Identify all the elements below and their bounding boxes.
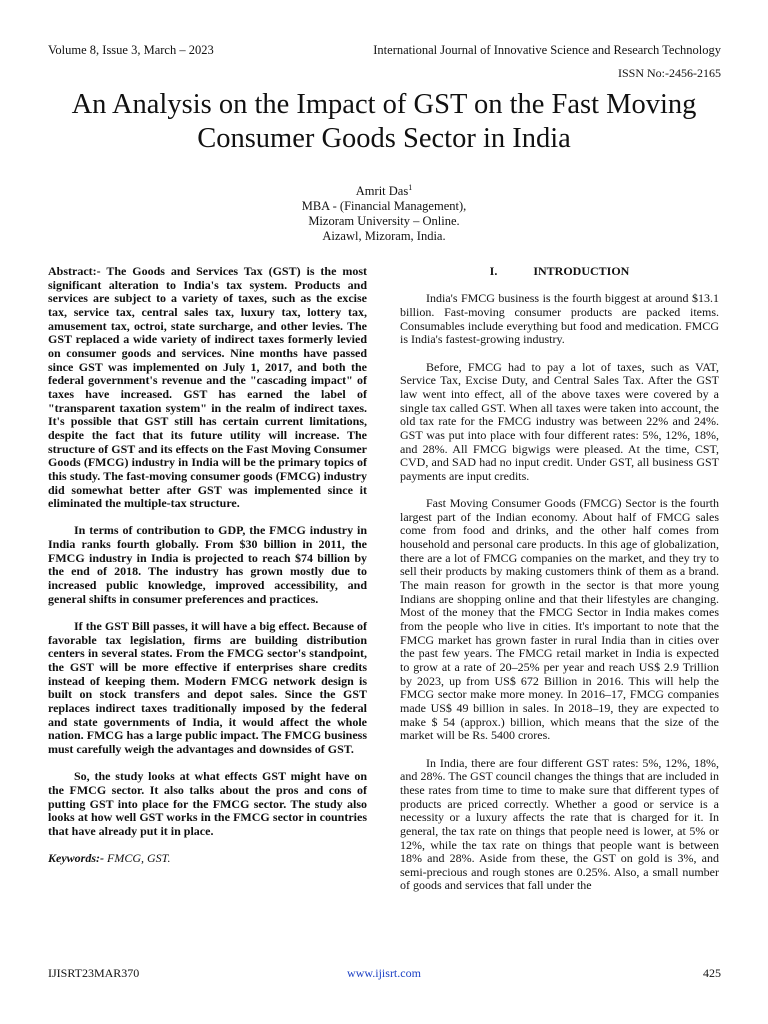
introduction-column — [400, 265, 719, 907]
body-paragraph: In India, there are four different GST rates: 5%, 12%, 18%, and 28%. The GST council changes the things that are included in these rates from time to time to make sure that different types of products are priced correctly. Whether a good or service is a necessity or a luxury affects the rate that is charged for it. In general, the tax rate on things that people need is lower, at 5% or 12%, while the tax rate on things that people want is between 18% and 28%. Aside from these, the GST on gold is 3%, and semi-precious and rough stones are 0.25%. Also, a small number of goods and services that fall under the — [400, 755, 719, 893]
header-journal: International Journal of Innovative Science and Research Technology — [373, 43, 721, 57]
header-volume: Volume 8, Issue 3, March – 2023 — [48, 43, 214, 57]
abstract-column — [48, 265, 367, 879]
abstract-paragraph: If the GST Bill passes, it will have a big effect. Because of favorable tax legislation, firms are building distribution centers in several states. From the FMCG sector's standpoint, the GST will be more effective if enterprises share credits instead of keeping them. Modern FMCG network design is built on stock transfers and depot sales. Since the GST replaces indirect taxes traditionally imposed by the federal and state governments of India, it would affect the whole nation. FMCG has a large public impact. The FMCG business must carefully weigh the advantages and downsides of GST. — [48, 619, 367, 756]
author-name: Amrit Das — [355, 184, 409, 199]
section-heading — [400, 265, 719, 279]
footer-website-link[interactable]: www.ijisrt.com — [347, 966, 421, 980]
section-title: INTRODUCTION — [533, 264, 630, 278]
body-paragraph: Before, FMCG had to pay a lot of taxes, such as VAT, Service Tax, Excise Duty, and Central Sales Tax. After the GST law went into effect, all of the above taxes were covered by a single tax called GST. When all taxes were taken into account, the old tax rate for the FMCG industry was between 22% and 24%. GST was put into place with four different rates: 5%, 12%, 18%, and 28%. All FMCG bigwigs were pleased. At the time, CST, CVD, and SAD had no input credit. Under GST, all business GST payments are input credits. — [400, 359, 719, 483]
footer-page-number: 425 — [703, 966, 721, 980]
body-paragraph: Fast Moving Consumer Goods (FMCG) Sector is the fourth largest part of the Indian economy. About half of FMCG sales come from food and drinks, and the other half comes from household and personal care products. In this age of globalization, there are a lot of FMCG companies on the market, and they try to sell their products by making customers think of them as a brand. The main reason for growth in the sector is that more young Indians are shopping online and that their lifestyles are changing. Most of the money that the FMCG Sector in India makes comes from the people who live in cities. It's important to note that the FMCG market has grown faster in rural India than in cities over the past few years. The FMCG retail market in India is expected to grow at a rate of 20–25% per year and reach US$ 2.9 Trillion by 2023, up from US$ 672 Billion in 2016. This will help the FMCG sector make more money. In 2016–17, FMCG companies made US$ 49 billion in sales. In 2018–19, they are expected to make $ 54 (approx.) billion, which means that the size of the market will be Rs. 5400 crores. — [400, 496, 719, 743]
keywords-label: Keywords:- — [48, 851, 104, 866]
abstract-paragraph: Abstract:- The Goods and Services Tax (GST) is the most significant alteration to India's tax system. Products and services are subject to a variety of taxes, such as the excise tax, service tax, central sales tax, luxury tax, lottery tax, amusement tax, octroi, state surcharge, and other levies. The GST replaced a wide variety of indirect taxes formerly levied on consumer goods and services. Nine months have passed since GST was implemented on July 1, 2017, and both the federal government's revenue and the "cascading impact" of taxes have increased. GST has earned the label of "transparent taxation system" in the realm of indirect taxes. It's possible that GST still has certain current limitations, despite the fact that its future utility will increase. The structure of GST and its effects on the Fast Moving Consumer Goods (FMCG) industry in India will be the primary topics of this study. The fast-moving consumer goods (FMCG) industry did somewhat better after GST was implemented since it eliminated the multiple-tax structure. — [48, 264, 367, 511]
abstract-paragraph: In terms of contribution to GDP, the FMCG industry in India ranks fourth globally. From $30 billion in 2011, the FMCG industry in India is projected to reach $74 billion by the end of 2018. The industry has grown mostly due to increased public knowledge, improved accessibility, and general shifts in consumer preferences and practices. — [48, 523, 367, 606]
author-block — [0, 180, 768, 244]
footer-paper-id: IJISRT23MAR370 — [48, 966, 140, 980]
paper-title: An Analysis on the Impact of GST on the Fast Moving Consumer Goods Sector in India — [71, 89, 697, 154]
author-location: Aizawl, Mizoram, India. — [322, 229, 446, 244]
header-issn: ISSN No:-2456-2165 — [617, 66, 721, 80]
body-paragraph: India's FMCG business is the fourth biggest at around $13.1 billion. Fast-moving consumer products are packed items. Consumables include everything but food and medication. FMCG is India's fastest-growing industry. — [400, 291, 719, 347]
keywords-value: FMCG, GST. — [104, 851, 171, 866]
author-university: Mizoram University – Online. — [308, 214, 460, 229]
author-name-line — [0, 180, 768, 199]
author-degree: MBA - (Financial Management), — [301, 199, 467, 214]
abstract-paragraph: So, the study looks at what effects GST might have on the FMCG sector. It also talks about the pros and cons of putting GST into place for the FMCG sector. The study also looks at how well GST works in the FMCG sector in countries that have already put it in place. — [48, 769, 367, 838]
keywords — [48, 852, 367, 866]
author-affiliation-mark: 1 — [408, 183, 413, 192]
section-number: I. — [489, 264, 498, 278]
